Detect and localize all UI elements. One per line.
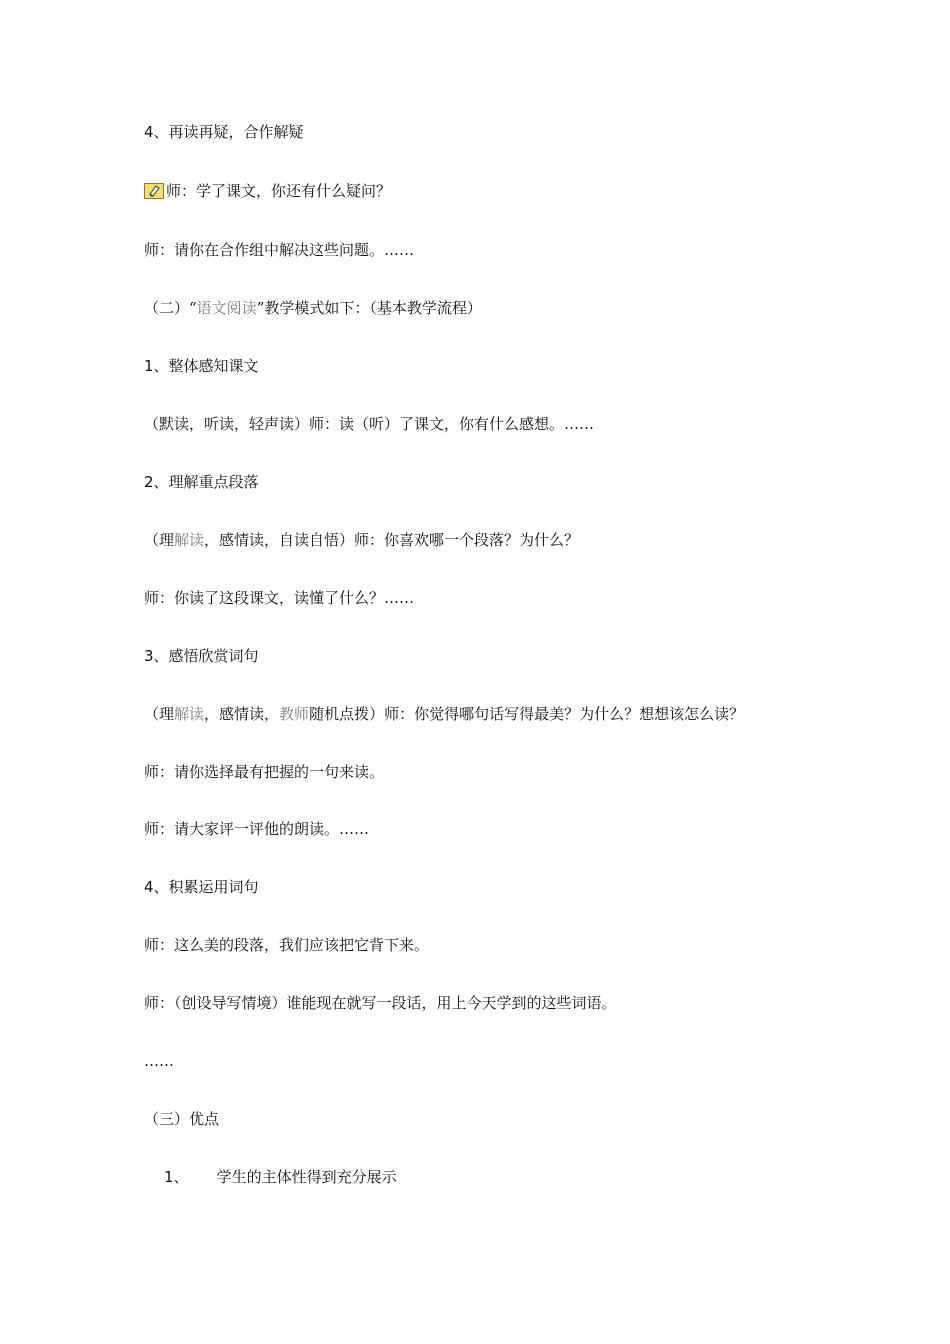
step-title: 、整体感知课文 (153, 357, 259, 375)
paragraph-text: 师：（创设导写情境）谁能现在就写一段话，用上今天学到的这些词语。 (144, 994, 617, 1012)
step-heading-3 (144, 646, 259, 666)
heading-part: ”教学模式如下：（基本教学流程） (256, 299, 482, 317)
teacher-line-appreciate (144, 704, 744, 724)
paragraph-text: 师：请你选择最有把握的一句来读。 (144, 763, 385, 781)
paragraph-text: 师：学了课文，你还有什么疑问？ (166, 182, 392, 200)
teacher-line-choose (144, 762, 384, 782)
paragraph-highlight: 解读 (174, 531, 205, 549)
step-number: 3 (144, 647, 154, 665)
advantage-item-1 (164, 1167, 397, 1187)
heading-highlight: 语文阅读 (196, 299, 257, 317)
paragraph-part: ，感情读， (204, 705, 280, 723)
step-heading-1 (144, 356, 259, 376)
step-title: 、积累运用词句 (153, 878, 259, 896)
step-number: 4 (144, 123, 154, 141)
heading-part: （二）“ (144, 299, 197, 317)
paragraph-part: （理 (144, 531, 175, 549)
section-heading-3 (144, 1109, 219, 1129)
step-number: 4 (144, 878, 154, 896)
sticky-note-icon[interactable] (144, 183, 164, 199)
section-heading-2 (144, 298, 482, 318)
paragraph-text: （默读，听读，轻声读）师：读（听）了课文，你有什么感想。…… (144, 415, 595, 433)
paragraph-part: 随机点拨）师：你觉得哪句话写得最美？为什么？想想该怎么读？ (309, 705, 745, 723)
step-heading-4 (144, 122, 304, 142)
paragraph-highlight: 教师 (279, 705, 310, 723)
step-heading-4b (144, 877, 259, 897)
step-title: 、感悟欣赏词句 (153, 647, 259, 665)
step-title: 、再读再疑，合作解疑 (153, 123, 304, 141)
paragraph-part: （理 (144, 705, 175, 723)
paragraph-text: 师：这么美的段落，我们应该把它背下来。 (144, 936, 430, 954)
paragraph-text: 师：请你在合作组中解决这些问题。…… (144, 241, 415, 259)
step-number: 1 (144, 357, 154, 375)
paragraph-part: ，感情读，自读自悟）师：你喜欢哪一个段落？为什么？ (204, 531, 580, 549)
paragraph-highlight: 解读 (174, 705, 205, 723)
list-number: 1 (164, 1168, 174, 1186)
paragraph-text: 师：请大家评一评他的朗读。…… (144, 820, 370, 838)
heading-text: （三）优点 (144, 1110, 220, 1128)
teacher-line-understand (144, 588, 414, 608)
teacher-line-paragraph (144, 530, 579, 550)
step-title: 、理解重点段落 (153, 473, 259, 491)
step-number: 2 (144, 473, 154, 491)
list-separator: 、 (173, 1168, 189, 1186)
paragraph-text: …… (144, 1052, 174, 1070)
list-text: 学生的主体性得到充分展示 (216, 1168, 397, 1186)
teacher-line-recite (144, 935, 429, 955)
teacher-line-write (144, 993, 617, 1013)
teacher-line-evaluate (144, 819, 369, 839)
ellipsis-line (144, 1051, 174, 1071)
paragraph-text: 师：你读了这段课文，读懂了什么？…… (144, 589, 415, 607)
step-heading-2 (144, 472, 259, 492)
teacher-line-question (144, 181, 391, 201)
teacher-line-reading (144, 414, 594, 434)
teacher-line-groupwork (144, 240, 414, 260)
